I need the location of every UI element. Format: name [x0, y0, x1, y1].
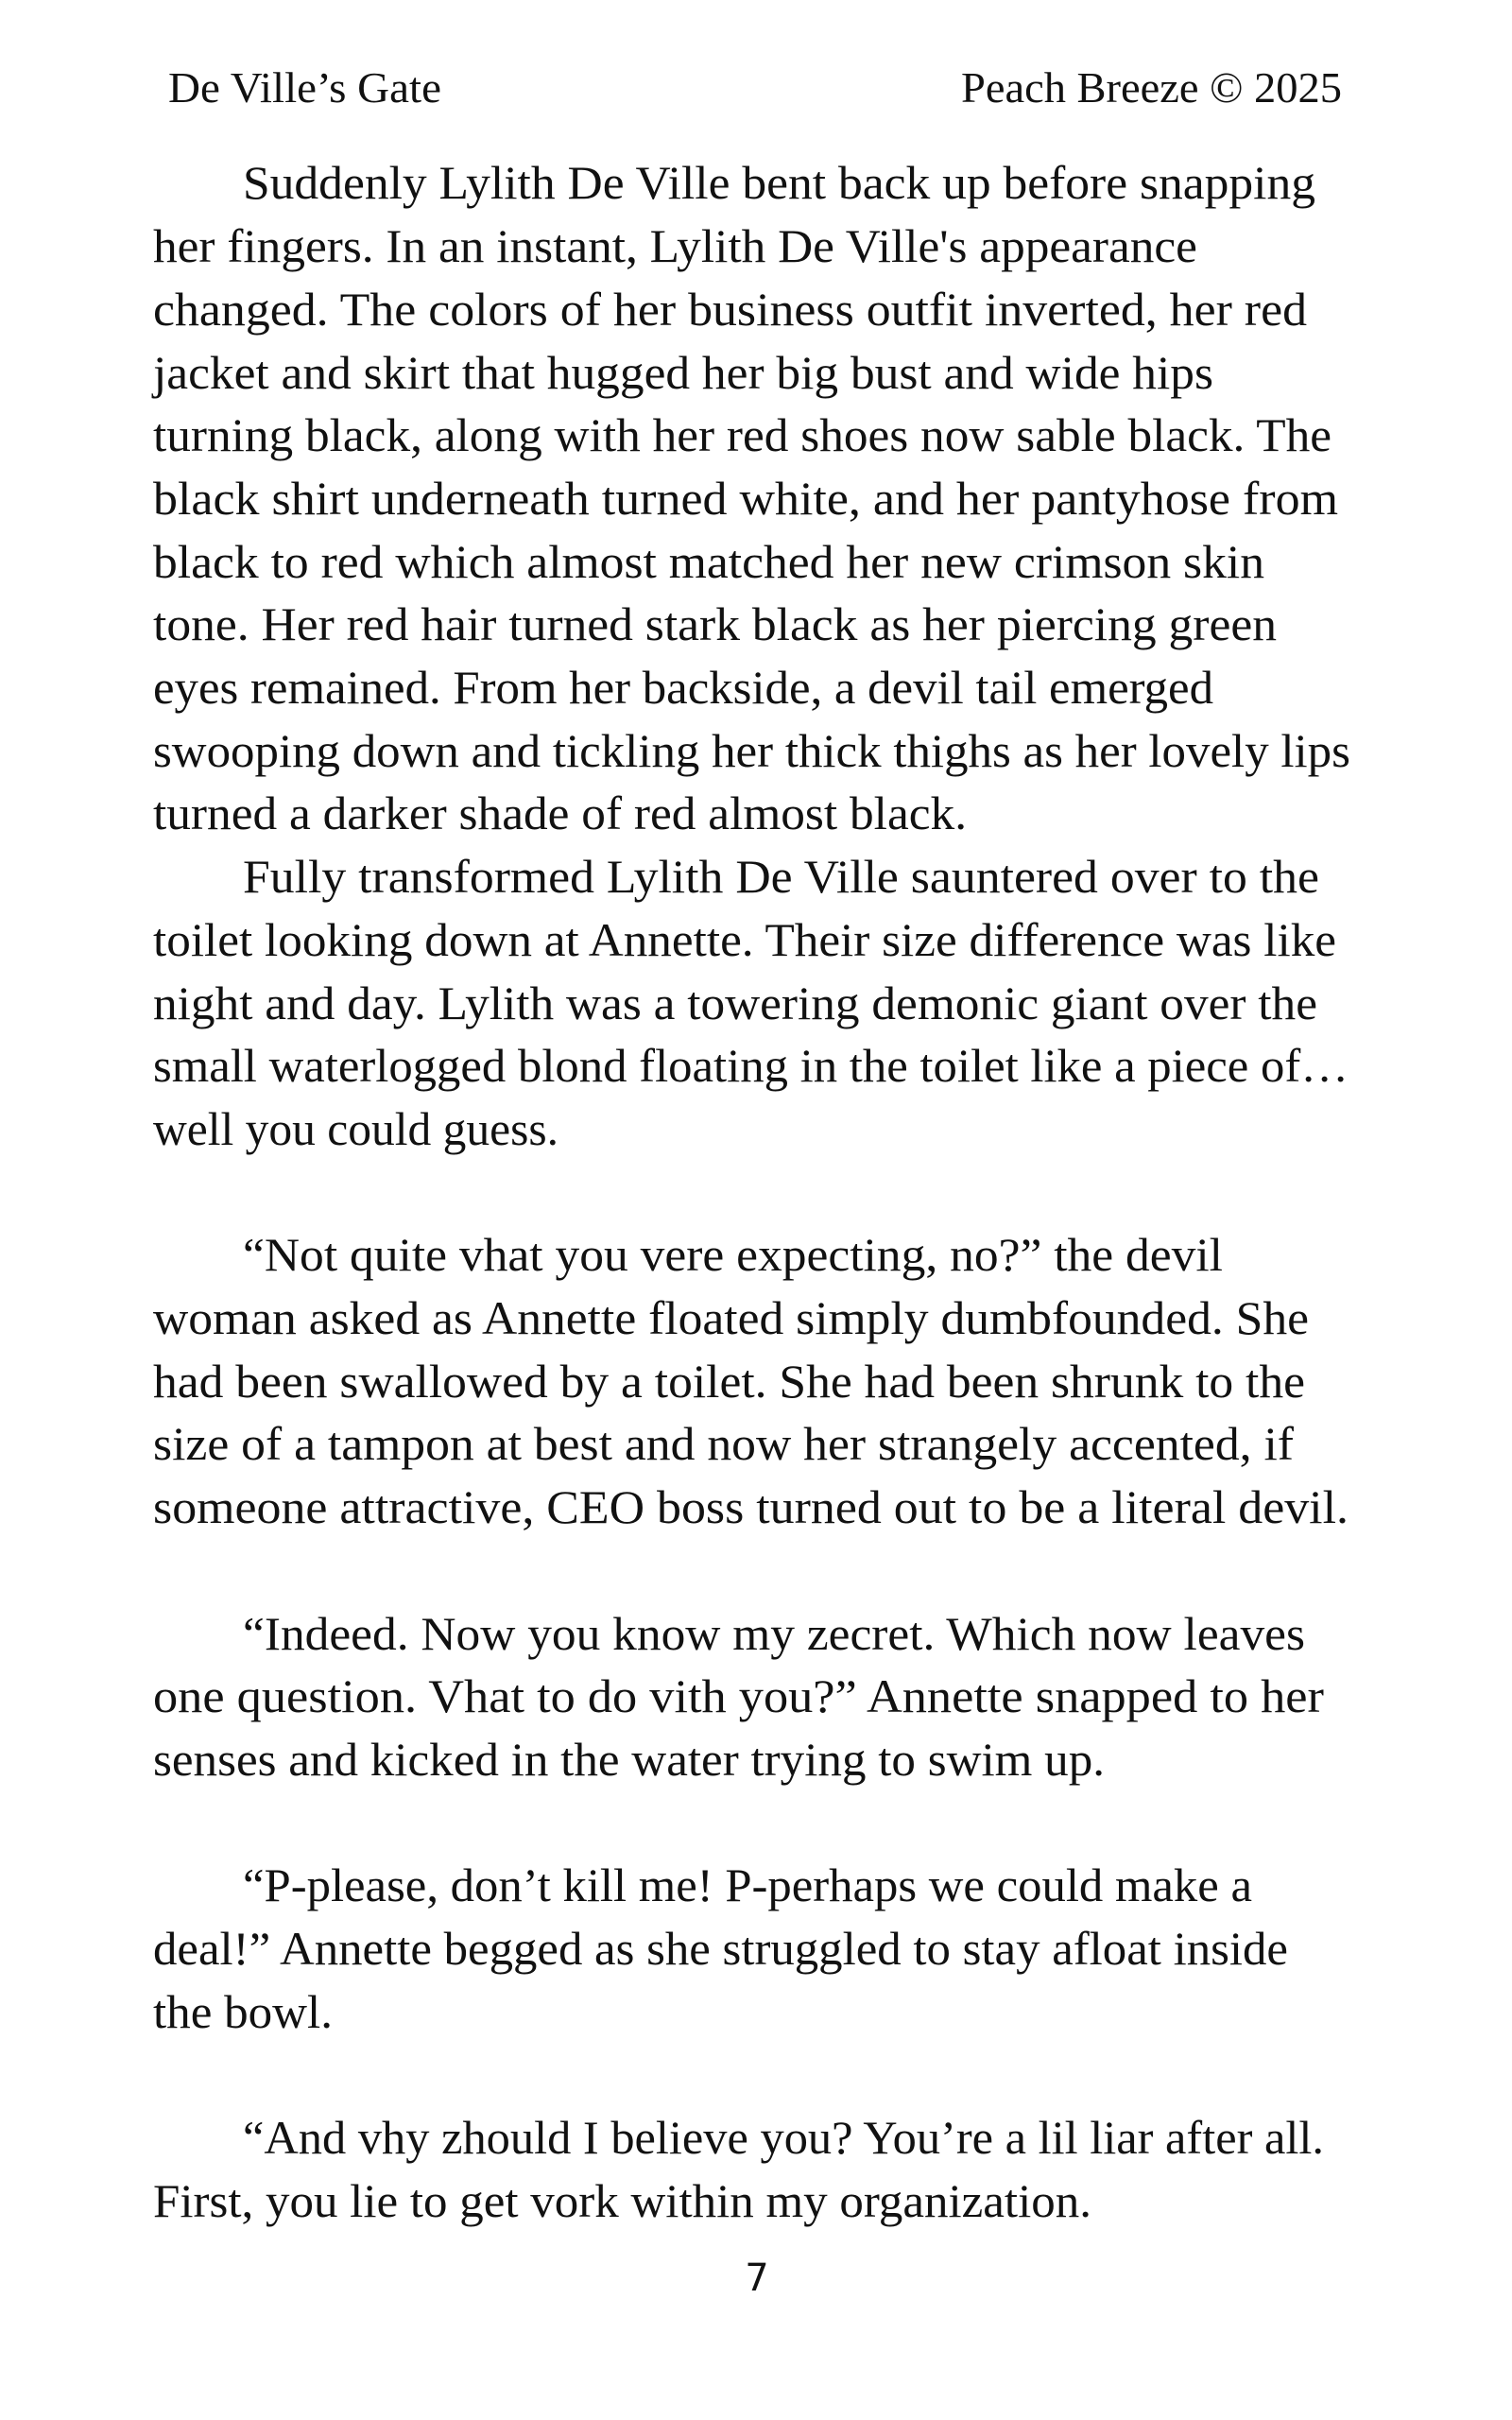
- book-title-header: De Ville’s Gate: [168, 63, 441, 112]
- text-line: turning black, along with her red shoes now sable black. The: [153, 408, 1332, 462]
- paragraph-first-line: “P-please, don’t kill me! P-perhaps we could make a: [243, 1858, 1252, 1912]
- paragraph-first-line: Fully transformed Lylith De Ville sauntered over to the: [243, 850, 1319, 904]
- paragraph-first-line: “And vhy zhould I believe you? You’re a lil liar after all.: [243, 2111, 1325, 2165]
- text-line: woman asked as Annette floated simply dumbfounded. She: [153, 1291, 1310, 1345]
- text-line: small waterlogged blond floating in the toilet like a piece of…: [153, 1039, 1349, 1093]
- author-copyright-header: Peach Breeze © 2025: [961, 63, 1342, 112]
- text-line: size of a tampon at best and now her strangely accented, if: [153, 1417, 1294, 1471]
- text-line: the bowl.: [153, 1984, 334, 2038]
- text-line: night and day. Lylith was a towering demonic giant over the: [153, 976, 1317, 1029]
- text-line: black to red which almost matched her new crimson skin: [153, 534, 1264, 588]
- paragraph-first-line: Suddenly Lylith De Ville bent back up before snapping: [243, 156, 1316, 210]
- text-line: turned a darker shade of red almost black.: [153, 786, 968, 840]
- text-line: senses and kicked in the water trying to swim up.: [153, 1732, 1106, 1786]
- paragraph-first-line: “Not quite vhat you vere expecting, no?” the devil: [243, 1228, 1223, 1282]
- text-line: her fingers. In an instant, Lylith De Ville's appearance: [153, 219, 1197, 273]
- text-line: well you could guess.: [153, 1101, 558, 1155]
- text-line: changed. The colors of her business outfit inverted, her red: [153, 282, 1308, 336]
- text-line: jacket and skirt that hugged her big bust and wide hips: [153, 345, 1213, 399]
- text-line: swooping down and tickling her thick thighs as her lovely lips: [153, 723, 1350, 777]
- text-line: black shirt underneath turned white, and her pantyhose from: [153, 471, 1338, 525]
- page-number: 7: [745, 2256, 769, 2300]
- text-line: tone. Her red hair turned stark black as her piercing green: [153, 597, 1277, 651]
- text-line: eyes remained. From her backside, a devil tail emerged: [153, 661, 1214, 715]
- text-line: First, you lie to get vork within my organization.: [153, 2173, 1091, 2227]
- text-line: one question. Vhat to do vith you?” Annette snapped to her: [153, 1669, 1324, 1723]
- text-line: had been swallowed by a toilet. She had been shrunk to the: [153, 1354, 1306, 1408]
- text-line: toilet looking down at Annette. Their size difference was like: [153, 912, 1337, 966]
- paragraph-first-line: “Indeed. Now you know my zecret. Which now leaves: [243, 1606, 1305, 1660]
- text-line: someone attractive, CEO boss turned out to be a literal devil.: [153, 1480, 1349, 1534]
- text-line: deal!” Annette begged as she struggled to stay afloat inside: [153, 1922, 1288, 1976]
